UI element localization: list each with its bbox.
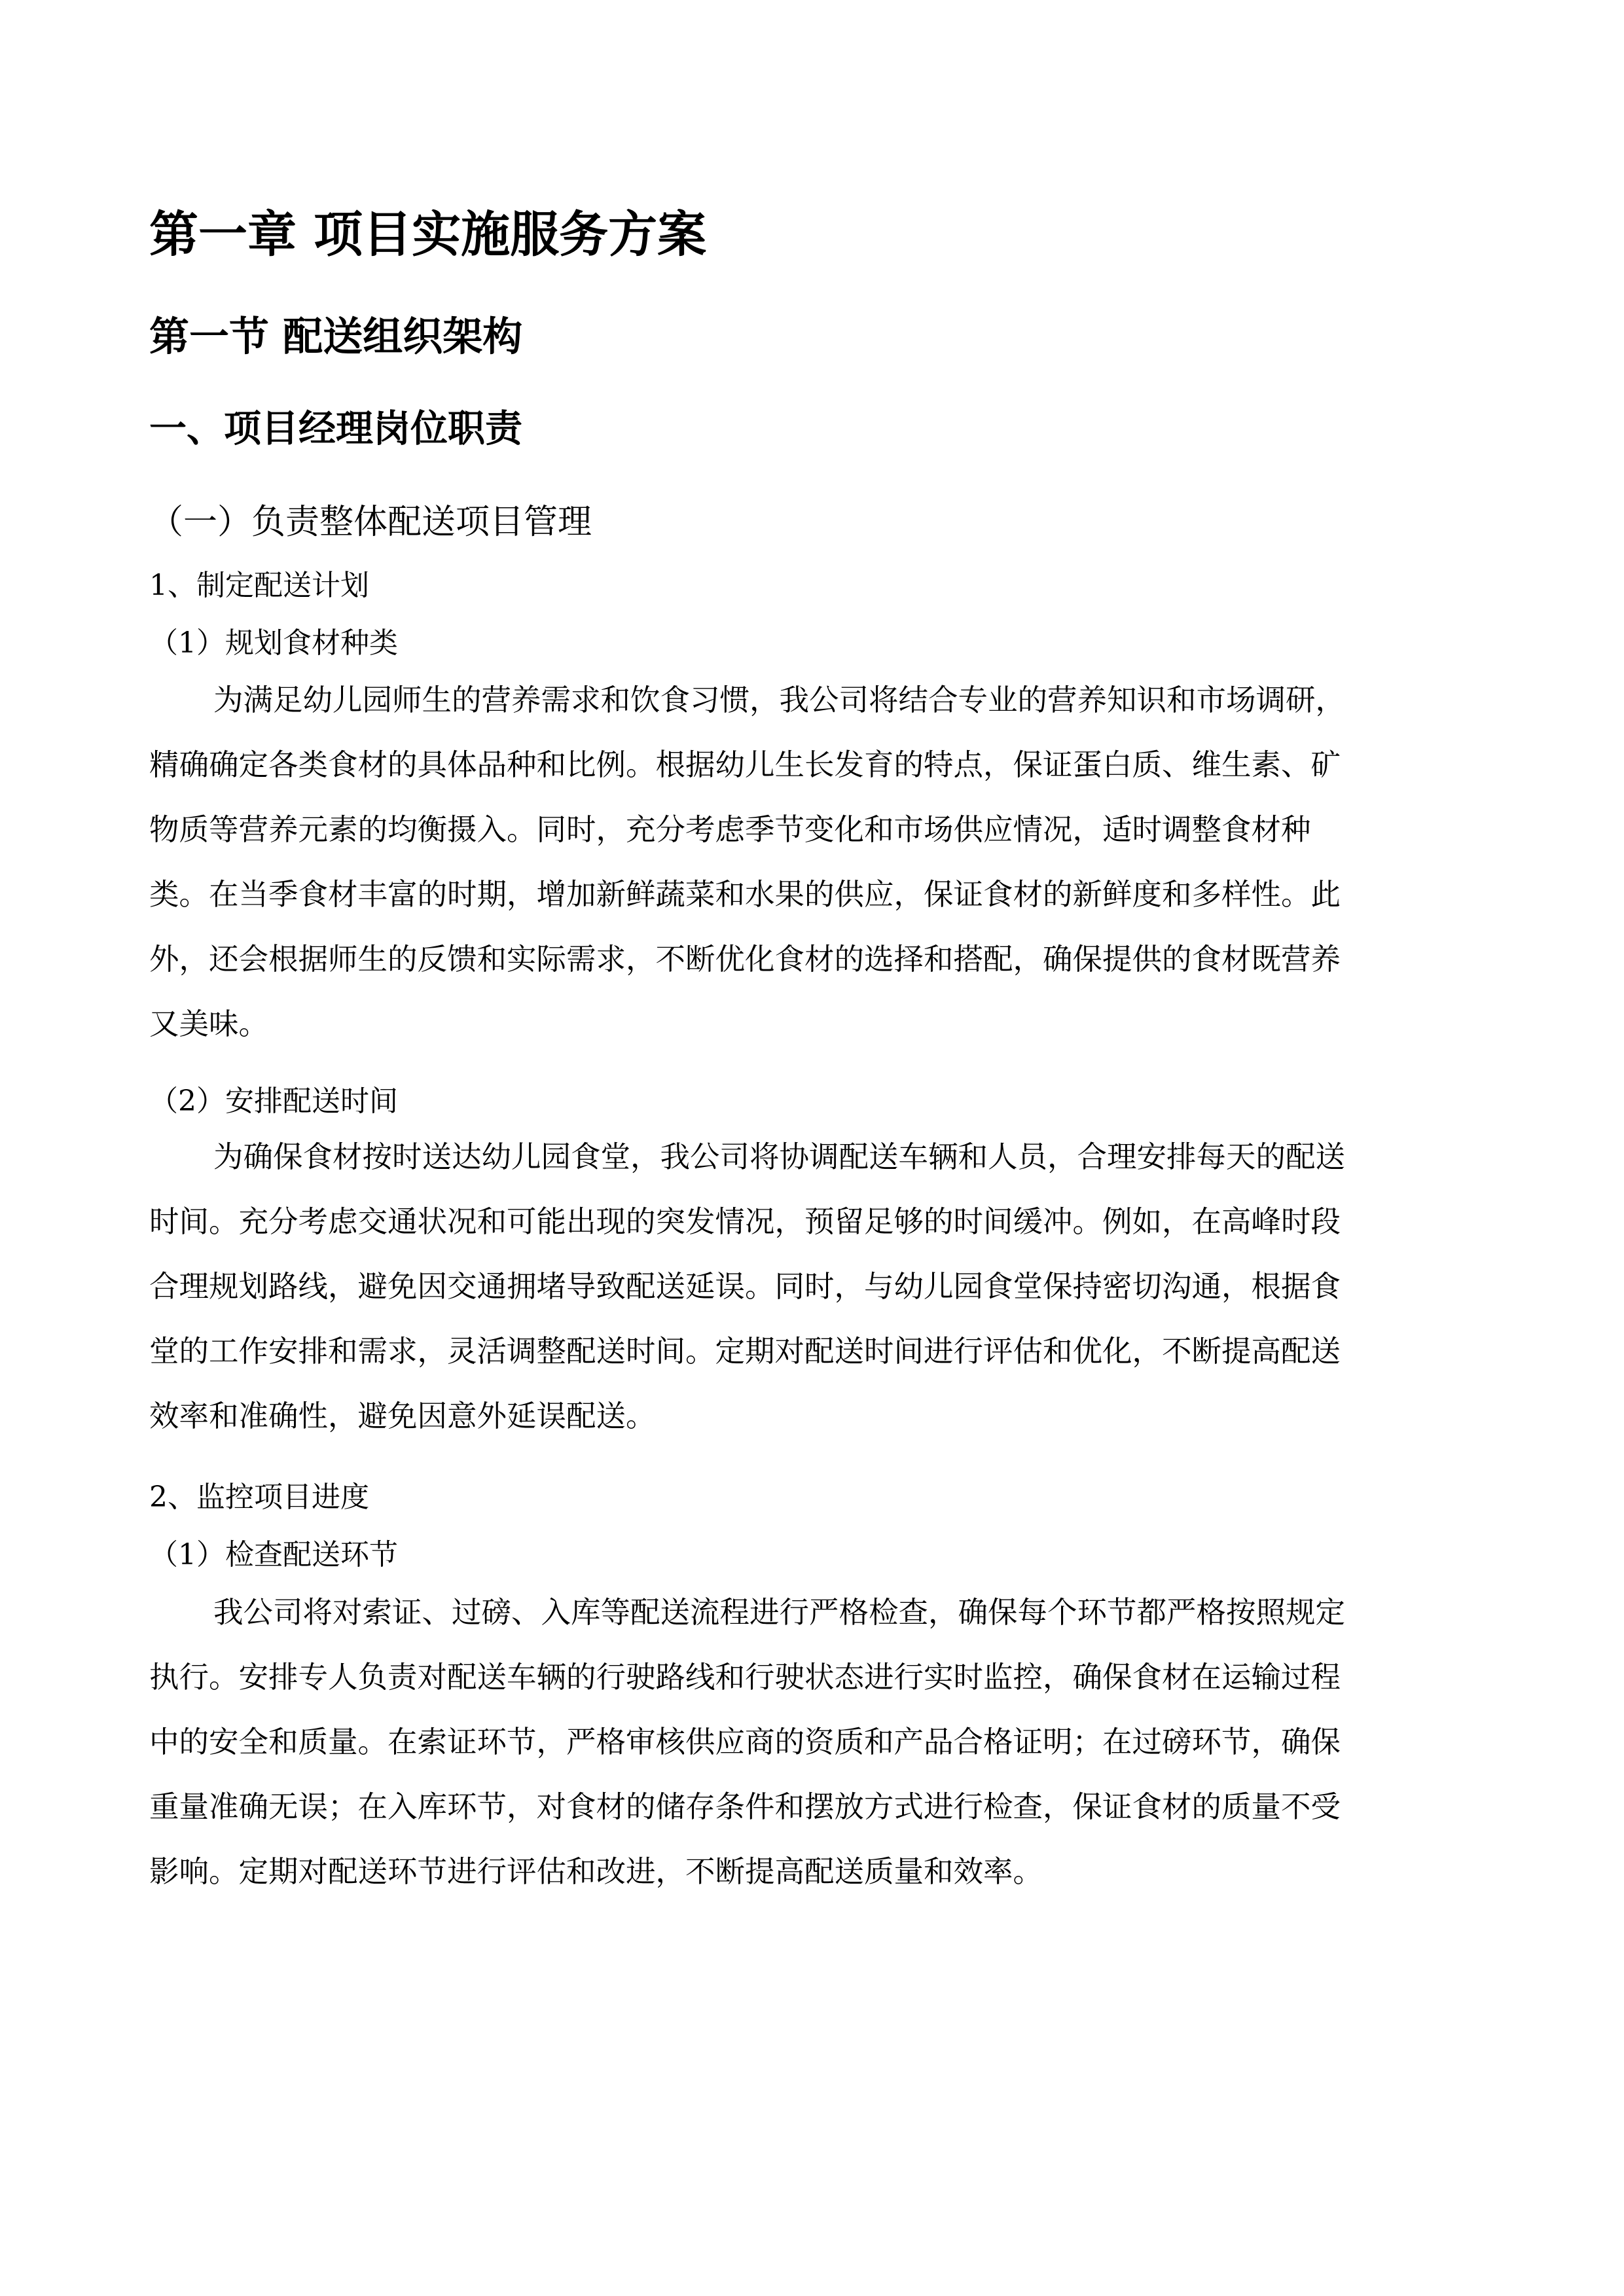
paragraph-line: 外，还会根据师生的反馈和实际需求，不断优化食材的选择和搭配，确保提供的食材既营养 — [149, 942, 1341, 977]
paragraph-line: 为满足幼儿园师生的营养需求和饮食习惯，我公司将结合专业的营养知识和市场调研， — [213, 683, 1346, 717]
item-heading: 2、监控项目进度 — [149, 1480, 369, 1514]
subitem-heading: （1）检查配送环节 — [149, 1538, 398, 1571]
paragraph-line: 为确保食材按时送达幼儿园食堂，我公司将协调配送车辆和人员，合理安排每天的配送 — [213, 1139, 1346, 1174]
paragraph — [149, 1124, 1475, 1448]
paragraph-line: 效率和准确性，避免因意外延误配送。 — [149, 1399, 656, 1433]
item-heading: 1、制定配送计划 — [149, 569, 369, 602]
paragraph-line: 精确确定各类食材的具体品种和比例。根据幼儿生长发育的特点，保证蛋白质、维生素、矿 — [149, 747, 1341, 782]
paragraph-line: 影响。定期对配送环节进行评估和改进，不断提高配送质量和效率。 — [149, 1854, 1043, 1889]
paragraph — [149, 1580, 1475, 1904]
section-title: 第一节 配送组织架构 — [149, 314, 523, 360]
paragraph-line: 又美味。 — [149, 1007, 269, 1041]
paragraph-line: 我公司将对索证、过磅、入库等配送流程进行严格检查，确保每个环节都严格按照规定 — [213, 1595, 1346, 1630]
paragraph-line: 重量准确无误；在入库环节，对食材的储存条件和摆放方式进行检查，保证食材的质量不受 — [149, 1789, 1341, 1824]
chapter-title: 第一章 项目实施服务方案 — [149, 206, 707, 263]
subitem-heading: （1）规划食材种类 — [149, 626, 398, 660]
subsection-title: 一、项目经理岗位职责 — [149, 407, 522, 450]
paragraph-line: 堂的工作安排和需求，灵活调整配送时间。定期对配送时间进行评估和优化，不断提高配送 — [149, 1334, 1341, 1369]
paragraph — [149, 668, 1475, 1056]
paragraph-line: 中的安全和质量。在索证环节，严格审核供应商的资质和产品合格证明；在过磅环节，确保 — [149, 1725, 1341, 1759]
paragraph-line: 执行。安排专人负责对配送车辆的行驶路线和行驶状态进行实时监控，确保食材在运输过程 — [149, 1660, 1341, 1695]
part-heading: （一）负责整体配送项目管理 — [149, 503, 592, 542]
paragraph-line: 合理规划路线，避免因交通拥堵导致配送延误。同时，与幼儿园食堂保持密切沟通，根据食 — [149, 1269, 1341, 1304]
paragraph-line: 类。在当季食材丰富的时期，增加新鲜蔬菜和水果的供应，保证食材的新鲜度和多样性。此 — [149, 877, 1341, 912]
paragraph-line: 物质等营养元素的均衡摄入。同时，充分考虑季节变化和市场供应情况，适时调整食材种 — [149, 812, 1311, 847]
subitem-heading: （2）安排配送时间 — [149, 1085, 398, 1118]
paragraph-line: 时间。充分考虑交通状况和可能出现的突发情况，预留足够的时间缓冲。例如，在高峰时段 — [149, 1204, 1341, 1239]
